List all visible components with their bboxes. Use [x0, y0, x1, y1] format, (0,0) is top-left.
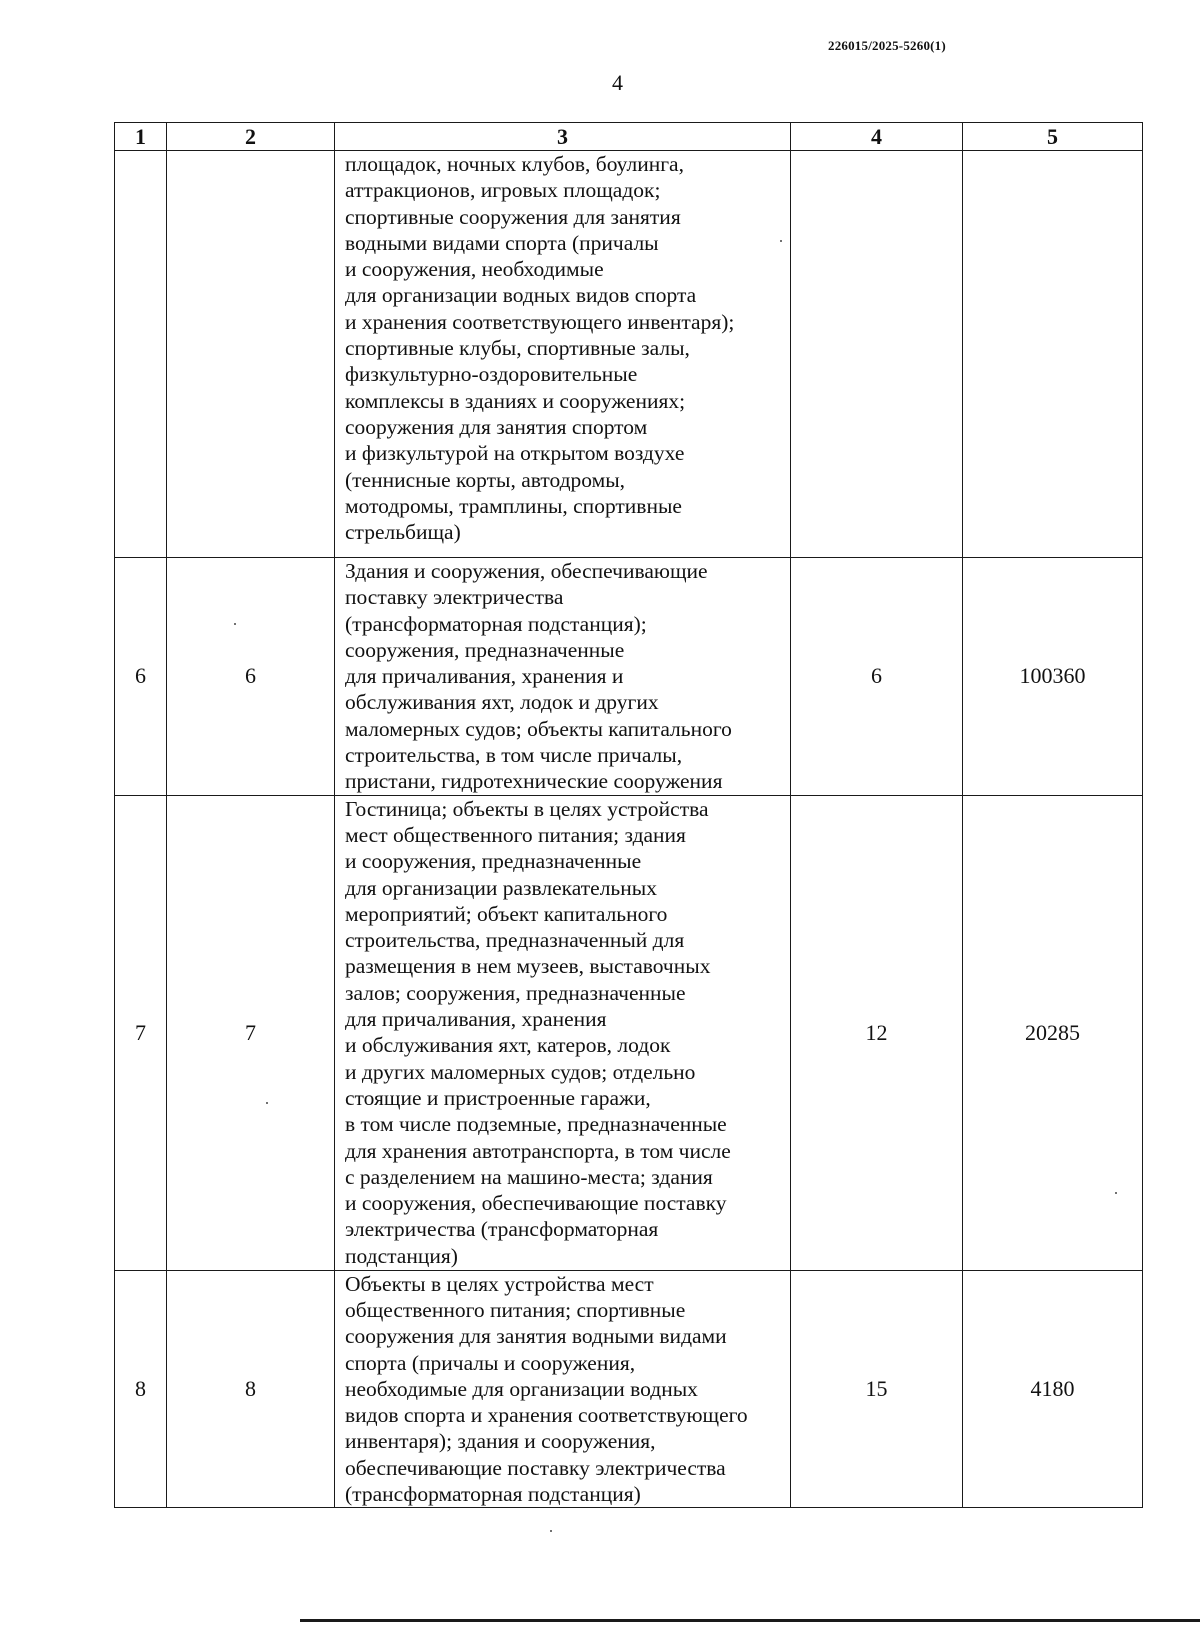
cell-col5	[963, 151, 1143, 558]
table-row	[115, 151, 1143, 558]
scan-speck	[234, 623, 236, 625]
column-header-2: 2	[167, 123, 335, 151]
column-header-4: 4	[791, 123, 963, 151]
table-row	[115, 1270, 1143, 1508]
cell-col4: 12	[791, 795, 963, 1270]
cell-col2	[167, 151, 335, 558]
land-use-table	[114, 122, 1143, 1508]
table-header-row	[115, 123, 1143, 151]
cell-col5: 20285	[963, 795, 1143, 1270]
column-header-3: 3	[335, 123, 791, 151]
table-row	[115, 795, 1143, 1270]
cell-col1: 7	[115, 795, 167, 1270]
cell-description: Гостиница; объекты в целях устройства мест общественного питания; здания и сооружения, предназначенные для организации развлекательных мероприятий; объект капитального строительства, предназначенный для размещения в нем музеев, выставочных залов; сооружения, предназначенные для причаливания, хранения и обслуживания яхт, катеров, лодок и других маломерных судов; отдельно стоящие и пристроенные гаражи, в том числе подземные, предназначенные для хранения автотранспорта, в том числе с разделением на машино-места; здания и сооружения, обеспечивающие поставку электричества (трансформаторная подстанция)	[335, 795, 791, 1270]
column-header-5: 5	[963, 123, 1143, 151]
cell-col2: 7	[167, 795, 335, 1270]
cell-col1: 8	[115, 1270, 167, 1508]
cell-col4	[791, 151, 963, 558]
scan-speck	[780, 240, 782, 242]
cell-col1: 6	[115, 558, 167, 796]
cell-col1	[115, 151, 167, 558]
column-header-1: 1	[115, 123, 167, 151]
cell-col4: 6	[791, 558, 963, 796]
cell-col5: 4180	[963, 1270, 1143, 1508]
cell-col5: 100360	[963, 558, 1143, 796]
cell-col2: 8	[167, 1270, 335, 1508]
scan-speck	[550, 1530, 552, 1532]
scan-speck	[266, 1102, 268, 1104]
document-number: 226015/2025-5260(1)	[828, 38, 946, 53]
table-row	[115, 558, 1143, 796]
scan-speck	[1115, 1192, 1117, 1194]
cell-description: Объекты в целях устройства мест общественного питания; спортивные сооружения для занятия водными видами спорта (причалы и сооружения, необходимые для организации водных видов спорта и хранения соответствующего инвентаря); здания и сооружения, обеспечивающие поставку электричества (трансформаторная подстанция)	[335, 1270, 791, 1508]
scan-edge-line	[300, 1619, 1200, 1622]
cell-description: площадок, ночных клубов, боулинга, аттракционов, игровых площадок; спортивные сооружения для занятия водными видами спорта (причалы и сооружения, необходимые для организации водных видов спорта и хранения соответствующего инвентаря); спортивные клубы, спортивные залы, физкультурно-оздоровительные комплексы в зданиях и сооружениях; сооружения для занятия спортом и физкультурой на открытом воздухе (теннисные корты, автодромы, мотодромы, трамплины, спортивные стрельбища)	[335, 151, 791, 558]
cell-col2: 6	[167, 558, 335, 796]
cell-col4: 15	[791, 1270, 963, 1508]
cell-description: Здания и сооружения, обеспечивающие поставку электричества (трансформаторная подстанция); сооружения, предназначенные для причаливания, хранения и обслуживания яхт, лодок и других маломерных судов; объекты капитального строительства, в том числе причалы, пристани, гидротехнические сооружения	[335, 558, 791, 796]
page-number: 4	[612, 70, 623, 95]
